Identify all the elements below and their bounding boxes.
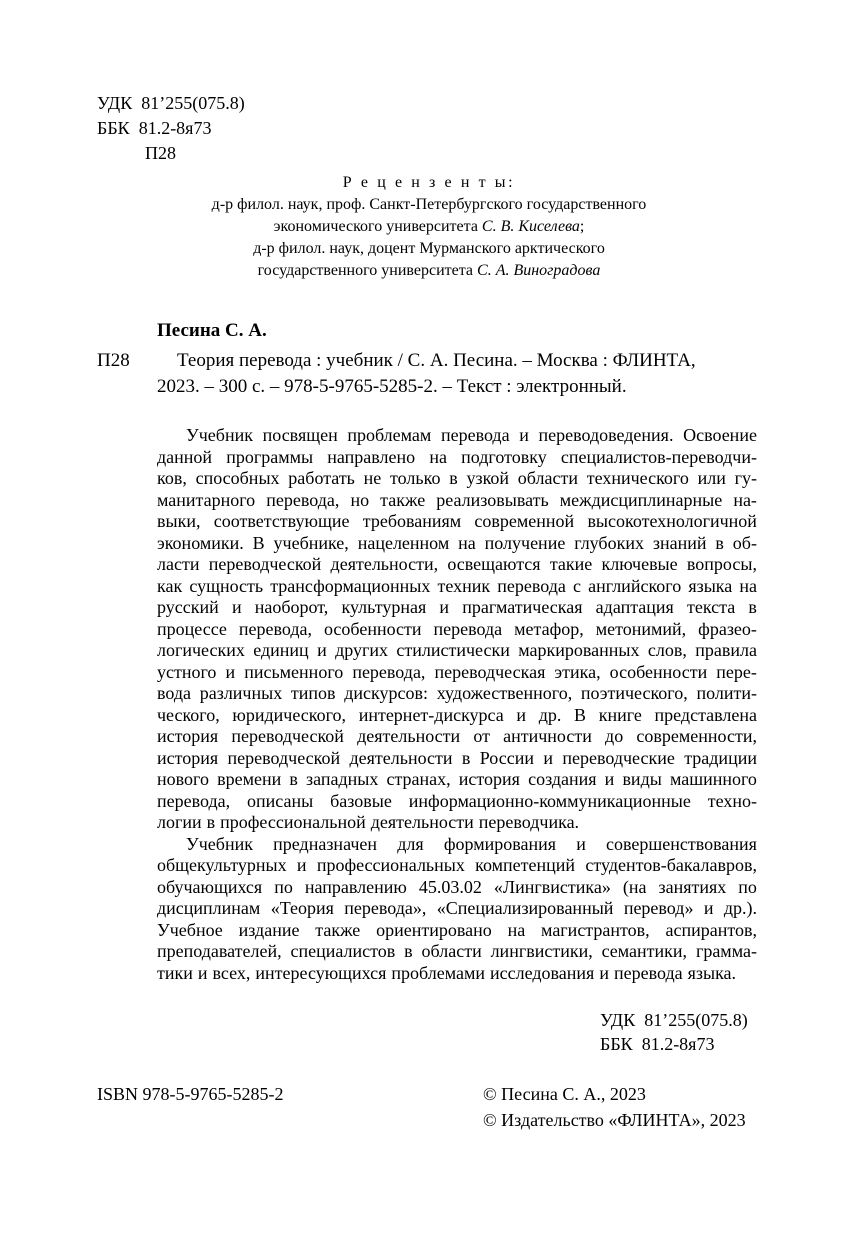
reviewers-heading: Р е ц е н з е н т ы: [342, 174, 516, 191]
word: магистрантов, [541, 919, 650, 940]
word: 45.03.02 [418, 876, 482, 897]
reviewer-line: д-р филол. наук, проф. Санкт-Петербургского государственного [211, 196, 647, 213]
word: книге [598, 704, 642, 725]
word: глубоких [574, 532, 644, 553]
word: языка [688, 575, 733, 596]
word: фразео- [698, 618, 757, 639]
word: не [363, 468, 382, 488]
word: виды [622, 769, 662, 789]
word: поэтического, [580, 683, 688, 703]
word: русский [157, 597, 219, 617]
bib-mark: П28 [97, 350, 130, 371]
word: адаптация [595, 597, 674, 617]
word: техник [437, 575, 491, 596]
author-mark: П28 [145, 143, 176, 163]
word: в [449, 468, 458, 488]
word: наоборот, [254, 597, 329, 617]
word: языка. [687, 962, 737, 983]
word: реализовывать [436, 489, 549, 510]
annotation-line [157, 554, 757, 576]
word: деятельности [349, 747, 453, 768]
word: совершенствования [606, 833, 757, 854]
word: перевода, [238, 618, 312, 639]
word: перевода, [157, 790, 231, 811]
word: базовые [330, 790, 392, 811]
word: междисциплинарные [559, 489, 723, 510]
word: перевода, [352, 661, 426, 682]
word: переводческой [227, 747, 341, 768]
word: выки, [157, 511, 201, 531]
word: способных [195, 468, 280, 488]
word: на [429, 446, 447, 467]
word: области [517, 468, 578, 488]
word: и [516, 704, 527, 725]
word: описаны [247, 790, 314, 811]
word: особенности [609, 661, 708, 682]
word: такие [549, 554, 593, 574]
word: и [225, 661, 236, 682]
word: Учебное [157, 919, 223, 940]
word: перевода [440, 425, 510, 445]
annotation-line [157, 941, 757, 963]
annotation-line [157, 963, 757, 985]
word: культурная [341, 597, 427, 617]
word: дисциплинам [157, 898, 261, 918]
word: др. [538, 704, 562, 725]
word: создания [528, 769, 597, 789]
word: дискурсов: [344, 683, 429, 703]
word: «Специализированный [436, 898, 614, 918]
word: с [573, 575, 581, 596]
annotation-line [157, 726, 757, 748]
word: маркированных [518, 640, 640, 660]
word: деятельности, [330, 554, 439, 574]
word: метафор, [514, 618, 584, 639]
word: работать [288, 468, 355, 488]
udk-code: УДК 81’255(075.8) [97, 93, 245, 113]
word: и [703, 898, 714, 918]
author-name: Песина С. А. [157, 320, 267, 341]
word: перевода», [344, 898, 427, 918]
copyright-publisher: © Издательство «ФЛИНТА», 2023 [483, 1110, 746, 1130]
word: и [604, 769, 615, 789]
word: вода [157, 683, 192, 703]
word: посвящен [262, 425, 338, 445]
annotation-line [157, 425, 757, 447]
word: переводческая [434, 661, 546, 682]
word: и [317, 640, 327, 660]
word: до [605, 726, 624, 746]
annotation-line [157, 769, 757, 791]
word: перевода [433, 618, 503, 639]
word: предназначен [273, 833, 378, 854]
annotation-line [157, 597, 757, 619]
word: занятиях [658, 876, 727, 897]
word: вопросы, [686, 554, 757, 574]
word: и [599, 962, 609, 983]
word: техно- [707, 790, 757, 811]
annotation-line [157, 490, 757, 512]
reviewer-line: д-р филол. наук, доцент Мурманского арктического [253, 240, 605, 257]
annotation-line [157, 877, 757, 899]
word: странах, [386, 769, 451, 789]
word: по [738, 876, 757, 897]
word: ориентировано [376, 919, 492, 940]
word: различных [199, 683, 283, 703]
word: технического [586, 468, 689, 488]
word: и [439, 597, 450, 617]
word: манитарного [157, 489, 256, 510]
reviewer-name: С. А. Виноградова [477, 262, 601, 279]
word: представлена [654, 704, 757, 725]
word: знаний [652, 532, 707, 553]
word: и [543, 747, 553, 768]
word: устного [157, 661, 217, 682]
word: освещаются [447, 554, 541, 574]
word: в [715, 532, 724, 553]
word: деятельности [357, 726, 461, 746]
reviewers-block [140, 172, 718, 282]
annotation-line [157, 748, 757, 770]
word: английского [588, 575, 682, 596]
word: или [697, 468, 726, 488]
word: направлено [327, 446, 416, 467]
word: ласти [157, 554, 200, 574]
word: но [350, 489, 370, 510]
word: формирования [443, 833, 557, 854]
reviewer-line: государственного университета С. А. Виноградова [257, 262, 601, 279]
word: подготовку [461, 446, 547, 467]
reviewer-line: экономического университета С. В. Киселева; [273, 218, 585, 235]
word: и [296, 855, 307, 875]
word: в [748, 597, 757, 617]
word: направлению [304, 876, 407, 897]
word: типов [290, 683, 336, 703]
word: юридического, [232, 704, 347, 725]
annotation-line [157, 920, 757, 942]
word: современной [474, 511, 575, 531]
annotation-line [157, 533, 757, 555]
word: процессе [157, 618, 227, 639]
word: история [157, 747, 219, 768]
word: области [421, 941, 482, 961]
word: экономики. [157, 532, 244, 553]
word: античности [503, 726, 592, 746]
word: переводоведения. [538, 425, 674, 445]
annotation-line [157, 576, 757, 598]
word: переводчика. [478, 812, 580, 832]
annotation-line [157, 705, 757, 727]
word: преподавателей, [157, 941, 282, 961]
annotation-line [157, 662, 757, 684]
annotation-line [157, 812, 757, 834]
word: лингвистики, [490, 941, 593, 961]
word: в [404, 941, 413, 961]
word: перевода, [266, 489, 340, 510]
word: узкой [466, 468, 510, 488]
word: метонимий, [595, 618, 687, 639]
word: в [206, 812, 216, 832]
word: ков, [157, 468, 187, 488]
word: соответствующие [213, 511, 350, 531]
word: трансформационных [270, 575, 431, 596]
word: для [397, 833, 424, 854]
word: профессиональной [220, 812, 366, 832]
annotation-line [157, 834, 757, 856]
annotation-line [157, 683, 757, 705]
annotation-line [157, 640, 757, 662]
word: ключевые [601, 554, 678, 574]
annotation-line [157, 855, 757, 877]
word: исследования [490, 962, 595, 983]
word: Учебник [186, 833, 253, 854]
word: также [380, 489, 426, 510]
word: переводческой [231, 726, 344, 746]
annotation-line [157, 468, 757, 490]
word: гу- [734, 468, 757, 488]
word: переводческой [208, 554, 322, 574]
bib-line-2: 2023. – 300 с. – 978-5-9765-5285-2. – Текст : электронный. [157, 376, 627, 397]
word: и [197, 962, 208, 983]
word: на [739, 575, 757, 596]
word: интернет-дискурса [358, 704, 504, 725]
word: история [157, 726, 219, 746]
word: грамма- [695, 941, 757, 961]
word: получение [484, 532, 566, 553]
word: текста [687, 597, 736, 617]
word: прагматическая [462, 597, 583, 617]
word: художественного, [436, 683, 573, 703]
word: тики [157, 962, 193, 983]
word: пере- [716, 661, 757, 682]
bbk-code: ББК 81.2-8я73 [97, 118, 212, 138]
word: высокотехнологичной [587, 511, 757, 531]
word: перевода [613, 962, 683, 983]
word: логии [157, 812, 202, 832]
bbk-code-bottom: ББК 81.2-8я73 [600, 1034, 715, 1054]
word: стилистически [396, 640, 510, 660]
word: «Лингвистика» [493, 876, 611, 897]
word: традиции [684, 747, 757, 768]
word: в [289, 769, 298, 789]
word: данной [157, 446, 213, 467]
word: на [507, 919, 526, 940]
word: Учебник [186, 425, 253, 445]
word: письменного [244, 661, 344, 682]
word: семантики, [601, 941, 688, 961]
word: от [473, 726, 490, 746]
word: только [390, 468, 441, 488]
word: обучающихся [157, 876, 263, 897]
word: В [252, 532, 265, 553]
annotation-line [157, 619, 757, 641]
copyright-author: © Песина С. А., 2023 [483, 1084, 646, 1104]
word: учебнике, [273, 532, 349, 553]
word: других [335, 640, 389, 660]
word: специалистов [290, 941, 396, 961]
word: деятельности [370, 812, 474, 832]
udk-code-bottom: УДК 81’255(075.8) [600, 1010, 748, 1030]
word: переводческие [562, 747, 675, 768]
annotation [157, 425, 757, 984]
word: времени [217, 769, 282, 789]
word: сущность [189, 575, 264, 596]
annotation-line [157, 511, 757, 533]
word: нацеленном [357, 532, 450, 553]
word: всех, [212, 962, 251, 983]
word: перевода [497, 575, 566, 596]
word: на [458, 532, 476, 553]
word: современности, [636, 726, 757, 746]
word: В [574, 704, 587, 725]
word: об- [732, 532, 757, 553]
word: проблемам [347, 425, 432, 445]
word: профессиональных [316, 855, 465, 875]
word: общекультурных [157, 855, 287, 875]
word: др.). [723, 898, 757, 918]
word: также [315, 919, 361, 940]
word: и [231, 597, 242, 617]
word: ческого, [157, 704, 220, 725]
word: нового [157, 769, 209, 789]
word: история [458, 769, 520, 789]
isbn: ISBN 978-5-9765-5285-2 [97, 1084, 284, 1104]
word: требованиям [362, 511, 462, 531]
word: машинного [669, 769, 757, 789]
bib-line-1: Теория перевода : учебник / С. А. Песина. – Москва : ФЛИНТА, [177, 350, 696, 371]
word: полити- [696, 683, 757, 703]
word: компетенций [475, 855, 576, 875]
word: (на [622, 876, 647, 897]
word: информационно-коммуникационные [408, 790, 691, 811]
annotation-line [157, 898, 757, 920]
word: и [576, 833, 586, 854]
word: единиц [253, 640, 309, 660]
word: как [157, 575, 183, 596]
annotation-line [157, 447, 757, 469]
word: особенности [323, 618, 422, 639]
word: «Теория [270, 898, 334, 918]
word: логических [157, 640, 245, 660]
word: специалистов-переводчи- [560, 446, 757, 467]
word: Освоение [683, 425, 757, 445]
reviewer-name: С. В. Киселева [481, 218, 580, 235]
word: правила [695, 640, 757, 660]
word: этика, [554, 661, 601, 682]
word: в [461, 747, 471, 768]
word: слов, [647, 640, 687, 660]
word: издание [238, 919, 300, 940]
word: и [519, 425, 529, 445]
word: проблемами [391, 962, 486, 983]
word: на- [733, 489, 757, 510]
word: программы [226, 446, 314, 467]
word: студентов-бакалавров, [585, 855, 757, 875]
word: по [274, 876, 293, 897]
word: западных [305, 769, 379, 789]
annotation-line [157, 791, 757, 813]
word: интересующихся [255, 962, 387, 983]
word: перевод» [623, 898, 694, 918]
word: аспирантов, [665, 919, 757, 940]
word: России [479, 747, 534, 768]
